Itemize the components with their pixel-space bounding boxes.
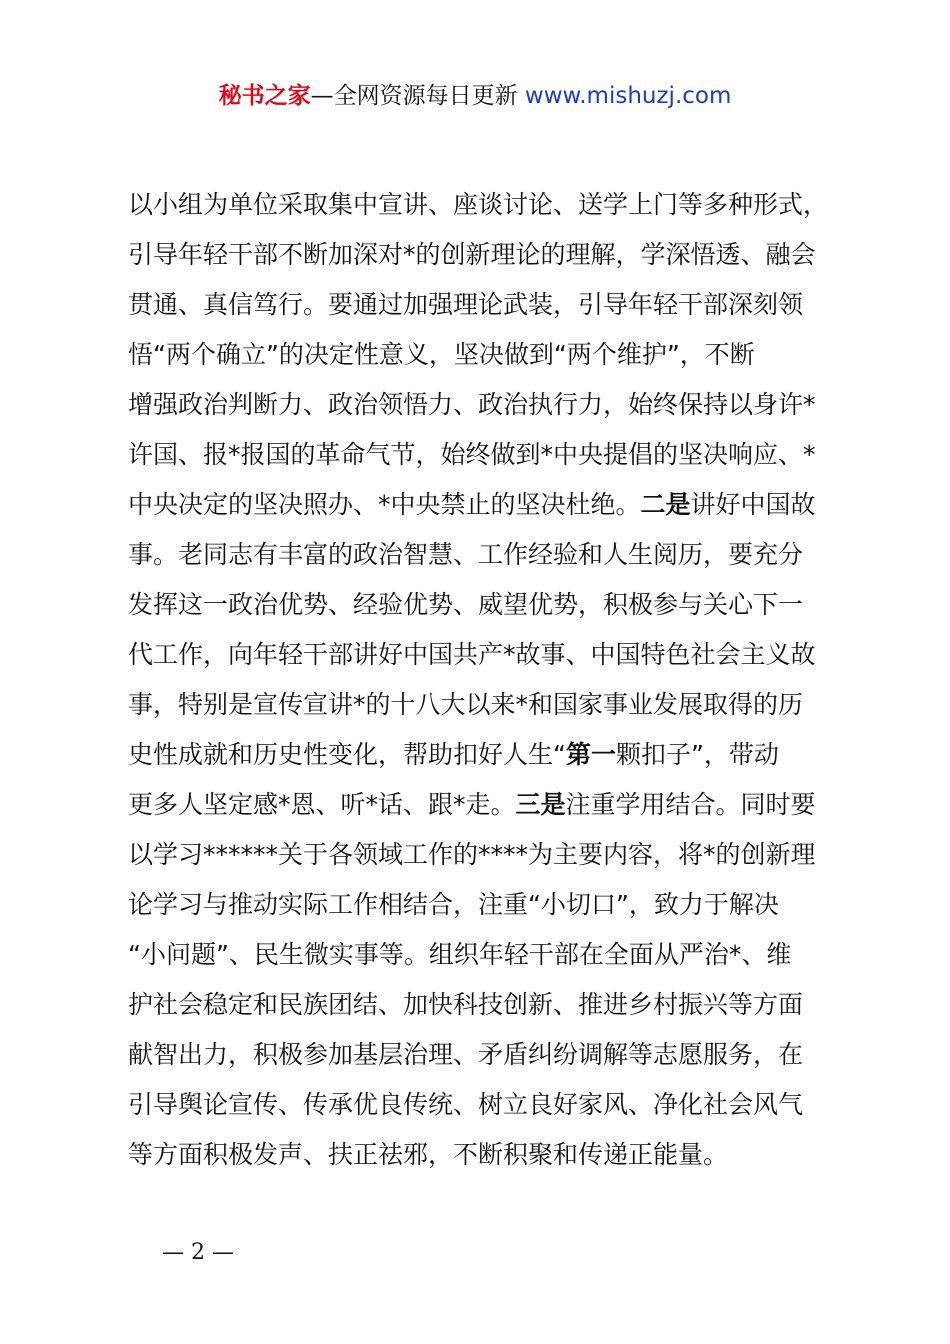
text-line: 引导舆论宣传、传承优良传统、树立良好家风、净化社会风气 [128,1090,804,1119]
text-line: 护社会稳定和民族团结、加快科技创新、推进乡村振兴等方面 [128,990,804,1019]
text-line: 引导年轻干部不断加深对*的创新理论的理解，学深悟透、融会 [128,240,816,269]
text-line: 贯通、真信笃行。要通过加强理论武装，引导年轻干部深刻领 [128,290,804,319]
text-segment: 更多人坚定感*恩、听*话、跟*走。 [128,790,516,819]
site-brand: 秘书之家 [218,83,311,109]
page-number: — 2 — [162,1240,234,1265]
text-line: 等方面积极发声、扶正祛邪，不断积聚和传递正能量。 [128,1140,729,1169]
emphasis-two: 二是 [640,490,691,519]
text-line: 献智出力，积极参加基层治理、矛盾纠纷调解等志愿服务，在 [128,1040,804,1069]
text-line [128,480,840,530]
text-line: 事，特别是宣传宣讲*的十八大以来*和国家事业发展取得的历 [128,690,804,719]
text-line: 代工作，向年轻干部讲好中国共产*故事、中国特色社会主义故 [128,640,816,669]
text-line: 以小组为单位采取集中宣讲、座谈讨论、送学上门等多种形式， [128,190,829,219]
text-line: 增强政治判断力、政治领悟力、政治执行力，始终保持以身许* [128,390,816,419]
text-line: “小问题”、民生微实事等。组织年轻干部在全面从严治*、维 [128,940,792,969]
document-body [128,180,840,1180]
text-line [128,730,840,780]
text-segment: 中央决定的坚决照办、*中央禁止的坚决杜绝。 [128,490,641,519]
text-segment: 注重学用结合。同时要 [565,790,816,819]
text-segment: 史性成就和历史性变化，帮助扣好人生“ [128,740,566,769]
text-line: 发挥这一政治优势、经验优势、威望优势，积极参与关心下一 [128,590,804,619]
emphasis-first: 第一 [565,740,616,769]
text-line: 事。老同志有丰富的政治智慧、工作经验和人生阅历，要充分 [128,540,804,569]
text-line [128,780,840,830]
text-segment: 讲好中国故 [690,490,816,519]
text-line: 悟“两个确立”的决定性意义，坚决做到“两个维护”，不断 [128,340,755,369]
site-header [0,80,950,112]
text-segment: 颗扣子”，带动 [615,740,779,769]
text-line: 以学习******关于各领域工作的****为主要内容，将*的创新理 [128,840,816,869]
site-tagline: —全网资源每日更新 [310,83,525,109]
text-line: 论学习与推动实际工作相结合，注重“小切口”，致力于解决 [128,890,779,919]
site-url[interactable]: www.mishuzj.com [524,83,732,109]
text-line: 许国、报*报国的革命气节，始终做到*中央提倡的坚决响应、* [128,440,816,469]
emphasis-three: 三是 [515,790,566,819]
